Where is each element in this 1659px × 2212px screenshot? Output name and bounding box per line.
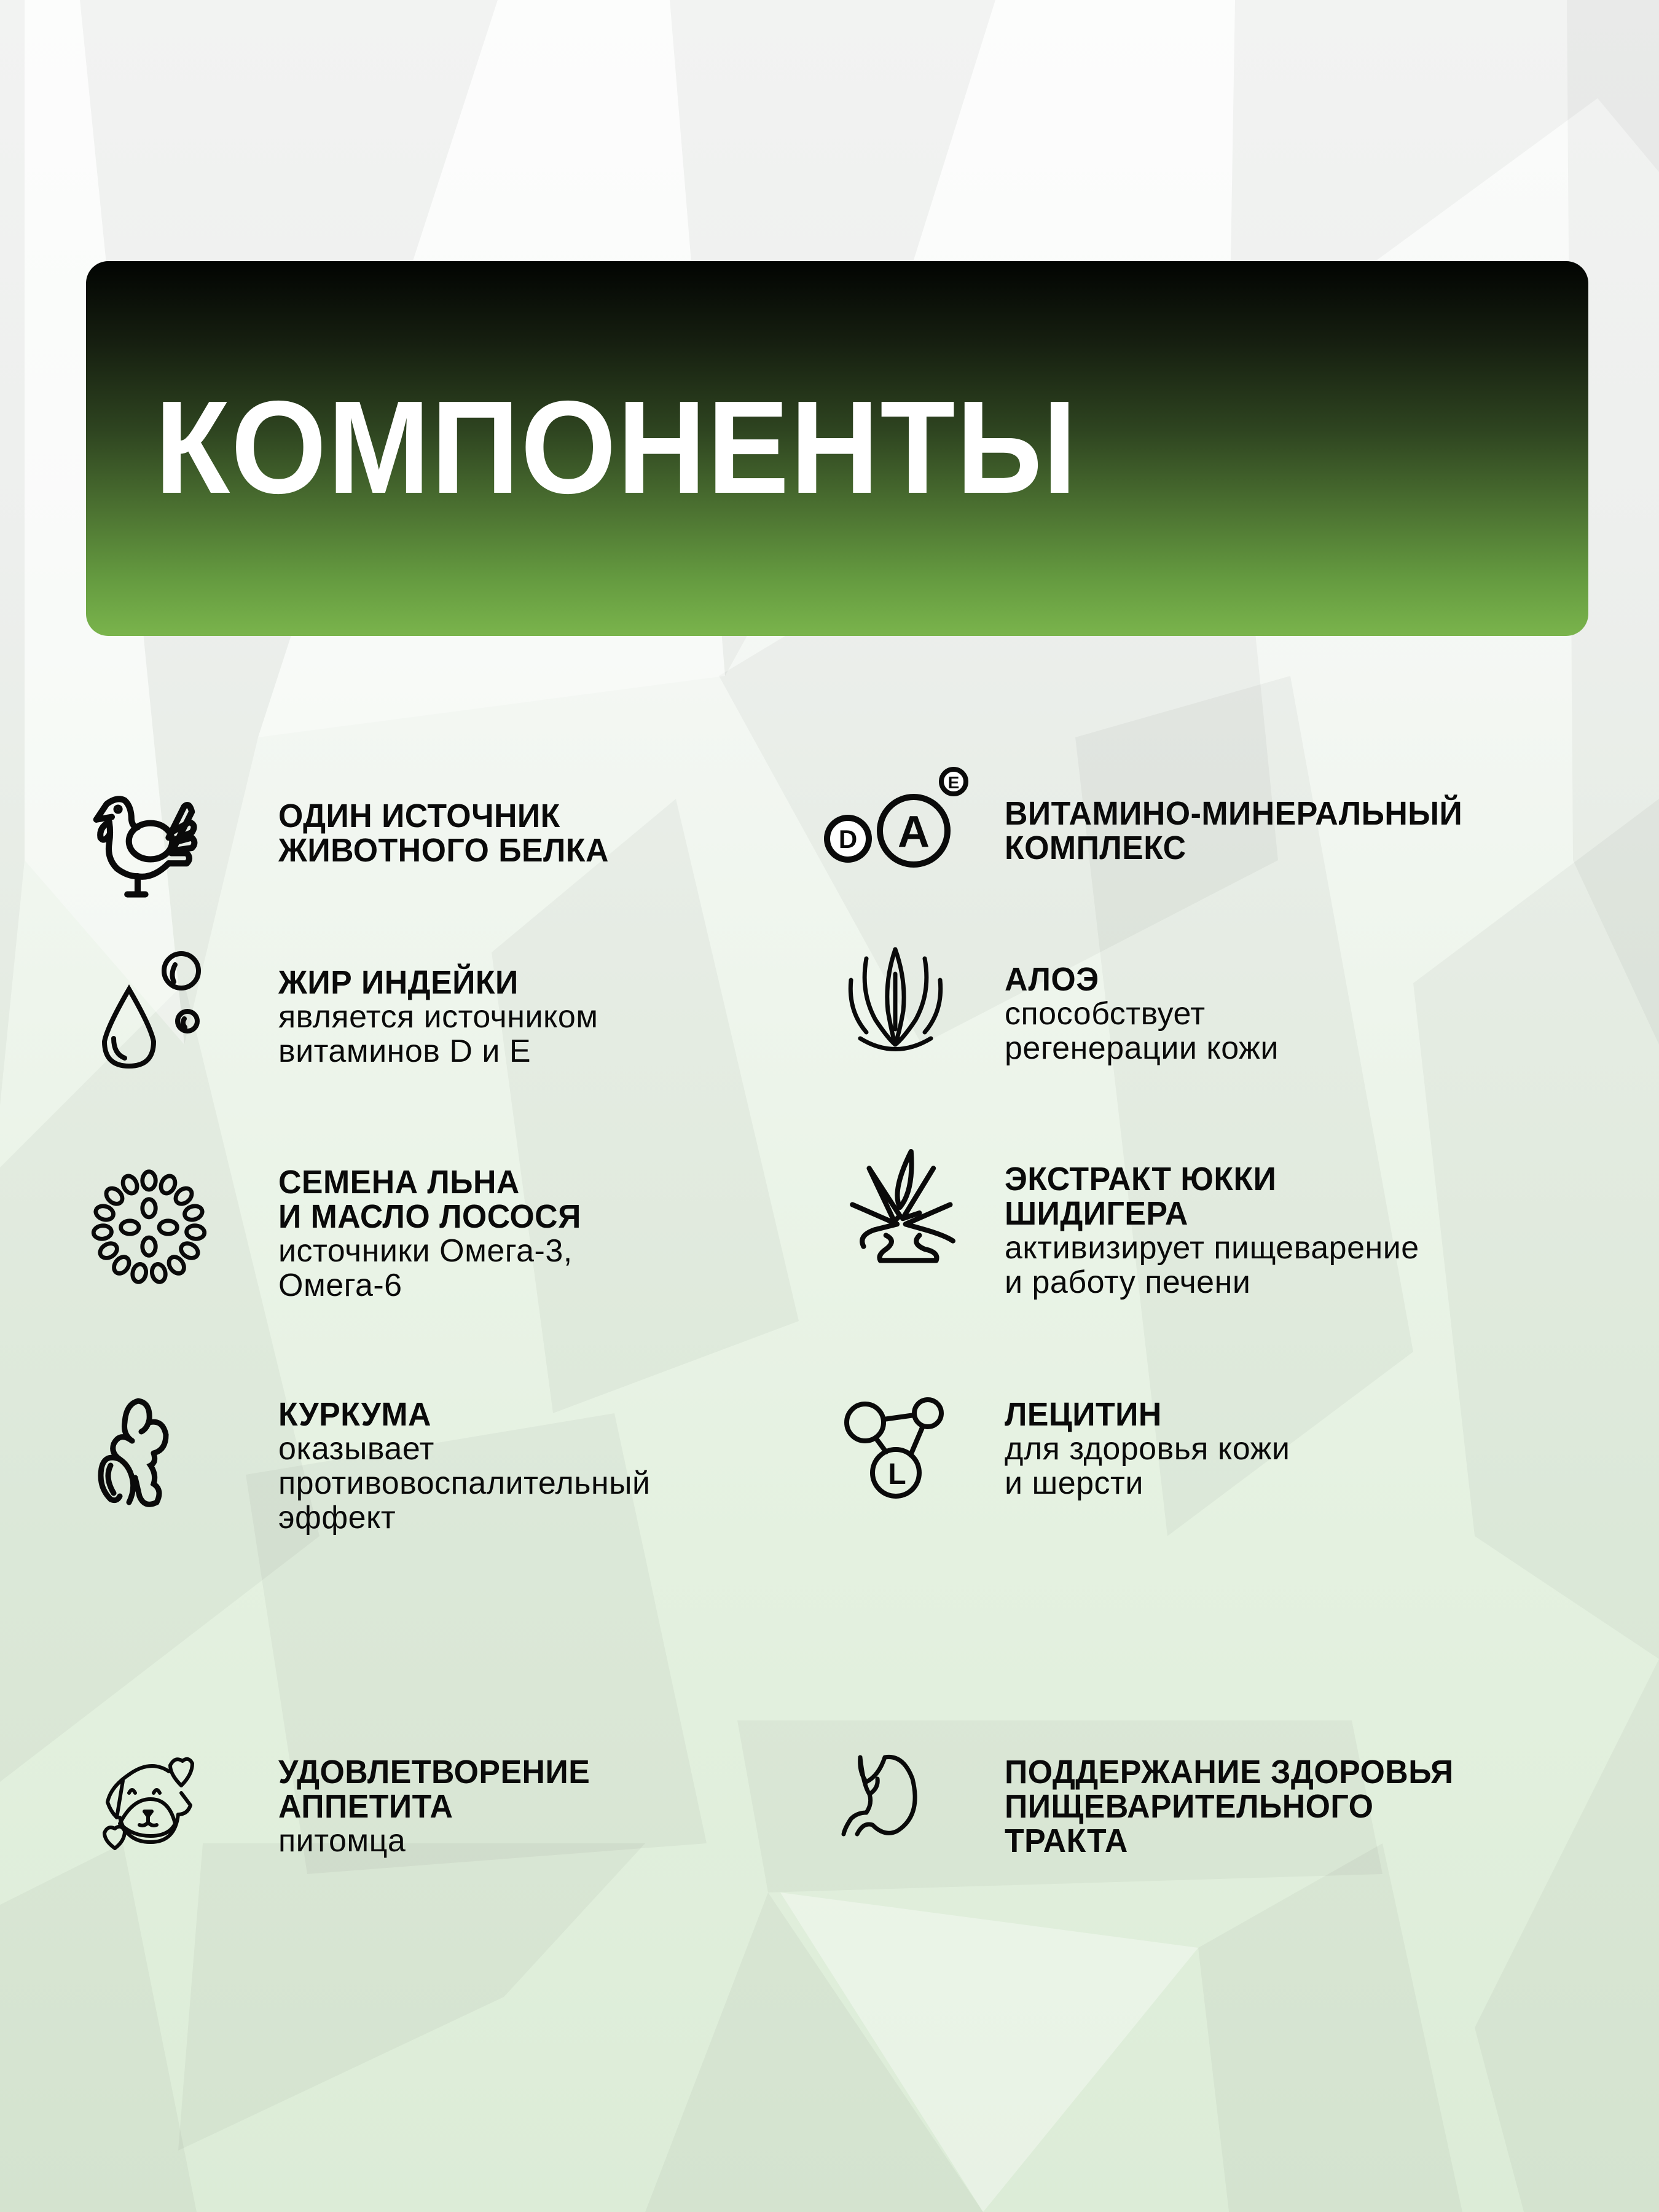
vitamin-e-label: E	[947, 773, 960, 792]
vitamins-dae-icon	[820, 768, 971, 873]
vitamin-a-label: A	[898, 807, 930, 857]
item-description: является источником	[278, 999, 598, 1035]
item-description: питомца	[278, 1823, 406, 1859]
aloe-icon	[842, 943, 949, 1051]
item-title: ЖИВОТНОГО БЕЛКА	[278, 832, 609, 869]
item-description: эффект	[278, 1500, 396, 1535]
lecithin-molecule-icon	[842, 1392, 946, 1496]
item-description: оказывает	[278, 1431, 434, 1467]
item-title: ШИДИГЕРА	[1005, 1195, 1188, 1232]
vitamin-d-label: D	[838, 825, 858, 853]
item-title: ЖИР ИНДЕЙКИ	[278, 964, 519, 1001]
item-description: Омега-6	[278, 1268, 402, 1303]
item-title: ТРАКТА	[1005, 1822, 1128, 1859]
item-title: ЛЕЦИТИН	[1005, 1396, 1162, 1433]
item-title: АППЕТИТА	[278, 1788, 453, 1825]
item-description: для здоровья кожи	[1005, 1431, 1290, 1467]
item-title: ПИЩЕВАРИТЕЛЬНОГО	[1005, 1788, 1374, 1825]
item-title: ОДИН ИСТОЧНИК	[278, 798, 560, 834]
oil-drop-icon	[95, 952, 206, 1069]
turmeric-root-icon	[95, 1398, 200, 1508]
item-description: способствует	[1005, 996, 1206, 1032]
item-title: СЕМЕНА ЛЬНА	[278, 1164, 520, 1201]
item-description: активизирует пищеварение	[1005, 1230, 1419, 1266]
item-title: АЛОЭ	[1005, 961, 1099, 998]
item-description: источники Омега-3,	[278, 1233, 573, 1269]
item-title: ПОДДЕРЖАНИЕ ЗДОРОВЬЯ	[1005, 1754, 1454, 1790]
lecithin-l-label: L	[888, 1458, 906, 1491]
item-description: противовоспалительный	[278, 1465, 651, 1501]
item-description: витаминов D и E	[278, 1033, 531, 1069]
item-description: и шерсти	[1005, 1465, 1143, 1501]
seeds-icon	[89, 1167, 209, 1287]
item-title: УДОВЛЕТВОРЕНИЕ	[278, 1754, 590, 1790]
yucca-icon	[836, 1146, 959, 1269]
happy-dog-icon	[101, 1756, 200, 1848]
item-title: И МАСЛО ЛОСОСЯ	[278, 1198, 581, 1235]
item-description: и работу печени	[1005, 1265, 1251, 1300]
item-title: ВИТАМИНО-МИНЕРАЛЬНЫЙ	[1005, 795, 1463, 832]
item-title: КУРКУМА	[278, 1396, 431, 1433]
turkey-icon	[86, 786, 215, 909]
page-title: КОМПОНЕНТЫ	[155, 373, 1078, 521]
stomach-icon	[842, 1754, 922, 1837]
item-title: КОМПЛЕКС	[1005, 830, 1186, 866]
item-description: регенерации кожи	[1005, 1030, 1279, 1066]
item-title: ЭКСТРАКТ ЮККИ	[1005, 1161, 1277, 1198]
